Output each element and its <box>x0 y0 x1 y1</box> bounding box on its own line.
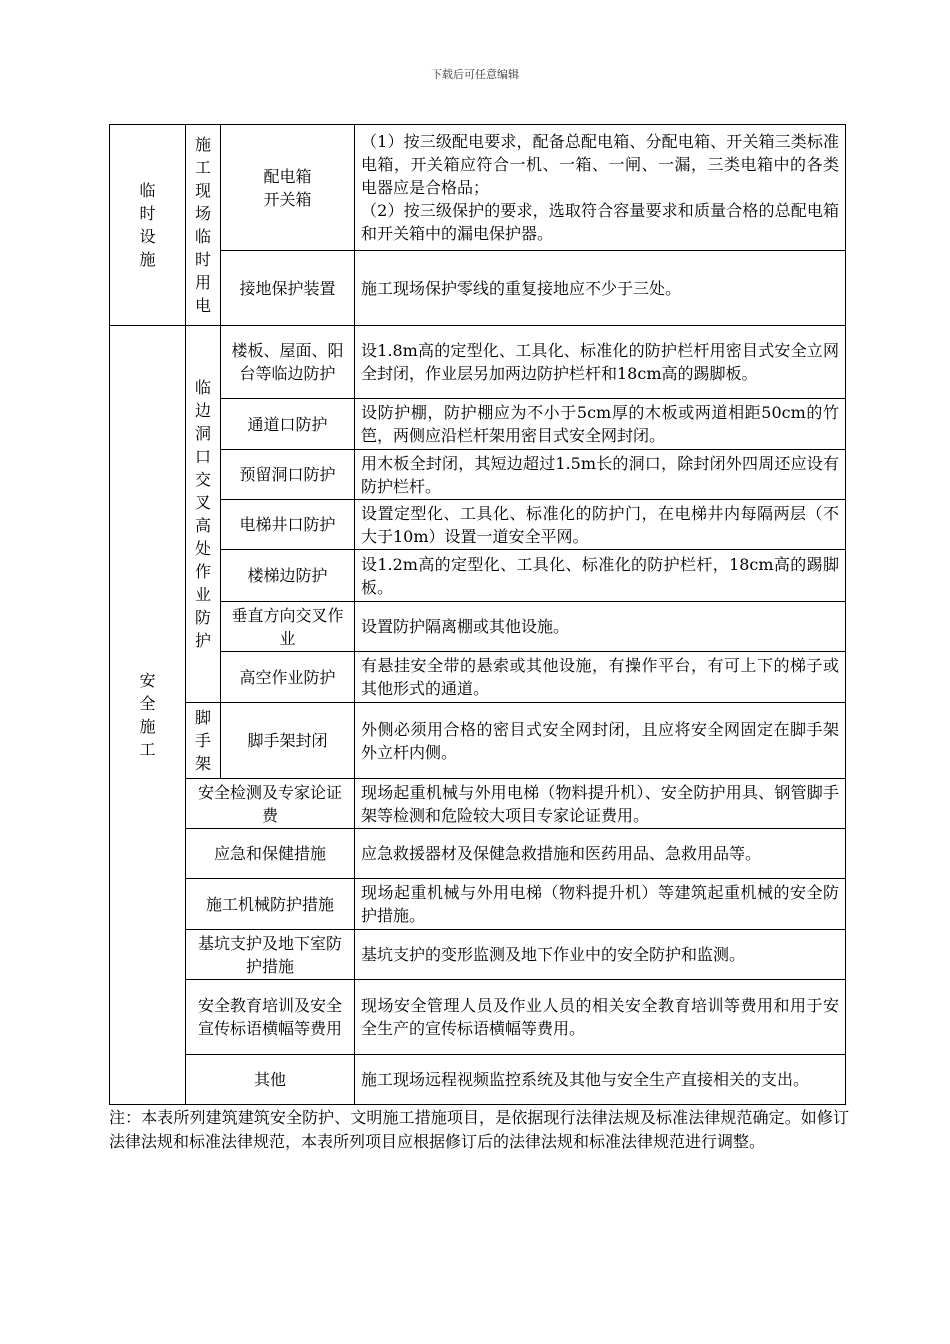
item-scaffold-closure: 脚手架封闭 <box>221 703 355 779</box>
table-row <box>110 399 846 450</box>
table-row <box>110 500 846 550</box>
content-high-altitude: 有悬挂安全带的悬索或其他设施，有操作平台，有可上下的梯子或其他形式的通道。 <box>355 652 846 703</box>
subcategory-edge-protection: 临边洞口交叉高处作业防护 <box>186 326 221 703</box>
table-row <box>110 550 846 602</box>
table-row <box>110 450 846 500</box>
item-vertical-cross-work: 垂直方向交叉作业 <box>221 602 355 652</box>
content-safety-education: 现场安全管理人员及作业人员的相关安全教育培训等费用和用于安全生产的宣传标语横幅等费用。 <box>355 980 846 1055</box>
item-grounding: 接地保护装置 <box>221 251 355 326</box>
item-machinery-protection: 施工机械防护措施 <box>186 879 355 930</box>
table-row <box>110 125 846 251</box>
table-row <box>110 326 846 399</box>
table-row <box>110 980 846 1055</box>
page-header-note: 下载后可任意编辑 <box>431 68 519 81</box>
table-row <box>110 1055 846 1105</box>
subcategory-scaffold: 脚手架 <box>186 703 221 779</box>
table-row <box>110 930 846 980</box>
content-passage-protection: 设防护棚，防护棚应为不小于5cm厚的木板或两道相距50cm的竹笆，两侧应沿栏杆架用密目式安全网封闭。 <box>355 399 846 450</box>
content-opening-protection: 用木板全封闭，其短边超过1.5m长的洞口，除封闭外四周还应设有防护栏杆。 <box>355 450 846 500</box>
item-passage-protection: 通道口防护 <box>221 399 355 450</box>
table-row <box>110 779 846 829</box>
content-grounding: 施工现场保护零线的重复接地应不少于三处。 <box>355 251 846 326</box>
item-safety-education: 安全教育培训及安全宣传标语横幅等费用 <box>186 980 355 1055</box>
content-vertical-cross-work: 设置防护隔离棚或其他设施。 <box>355 602 846 652</box>
table-row <box>110 879 846 930</box>
item-emergency: 应急和保健措施 <box>186 829 355 879</box>
item-high-altitude: 高空作业防护 <box>221 652 355 703</box>
content-machinery-protection: 现场起重机械与外用电梯（物料提升机）等建筑起重机械的安全防护措施。 <box>355 879 846 930</box>
table-row <box>110 251 846 326</box>
content-foundation-pit: 基坑支护的变形监测及地下作业中的安全防护和监测。 <box>355 930 846 980</box>
content-scaffold-closure: 外侧必须用合格的密目式安全网封闭，且应将安全网固定在脚手架外立杆内侧。 <box>355 703 846 779</box>
subcategory-temp-power: 施工现场临时用电 <box>186 125 221 326</box>
item-stair-protection: 楼梯边防护 <box>221 550 355 602</box>
content-distribution-box: （1）按三级配电要求，配备总配电箱、分配电箱、开关箱三类标准电箱，开关箱应符合一机、一箱、一闸、一漏，三类电箱中的各类电器应是合格品； （2）按三级保护的要求，选取符合容量要求和质量合格的总配电箱和开关箱中的漏电保护器。 <box>355 125 846 251</box>
item-elevator-shaft: 电梯井口防护 <box>221 500 355 550</box>
content-other: 施工现场远程视频监控系统及其他与安全生产直接相关的支出。 <box>355 1055 846 1105</box>
table-row <box>110 652 846 703</box>
safety-measures-table <box>109 124 846 1105</box>
content-edge-protection: 设1.8m高的定型化、工具化、标准化的防护栏杆用密目式安全立网全封闭，作业层另加两边防护栏杆和18cm高的踢脚板。 <box>355 326 846 399</box>
content-safety-inspection: 现场起重机械与外用电梯（物料提升机）、安全防护用具、钢管脚手架等检测和危险较大项目专家论证费用。 <box>355 779 846 829</box>
content-emergency: 应急救援器材及保健急救措施和医药用品、急救用品等。 <box>355 829 846 879</box>
table-row <box>110 829 846 879</box>
table-row <box>110 602 846 652</box>
item-opening-protection: 预留洞口防护 <box>221 450 355 500</box>
item-foundation-pit: 基坑支护及地下室防护措施 <box>186 930 355 980</box>
item-other: 其他 <box>186 1055 355 1105</box>
content-elevator-shaft: 设置定型化、工具化、标准化的防护门，在电梯井内每隔两层（不大于10m）设置一道安全平网。 <box>355 500 846 550</box>
item-edge-protection: 楼板、屋面、阳台等临边防护 <box>221 326 355 399</box>
content-stair-protection: 设1.2m高的定型化、工具化、标准化的防护栏杆，18cm高的踢脚板。 <box>355 550 846 602</box>
table-footnote: 注：本表所列建筑建筑安全防护、文明施工措施项目，是依据现行法律法规及标准法律规范确定。如修订法律法规和标准法律规范，本表所列项目应根据修订后的法律法规和标准法律规范进行调整。 <box>109 1108 849 1151</box>
item-safety-inspection: 安全检测及专家论证费 <box>186 779 355 829</box>
table-row <box>110 703 846 779</box>
item-distribution-box: 配电箱 开关箱 <box>221 125 355 251</box>
category-temp-facilities: 临时设施 <box>110 125 186 326</box>
category-safety-construction: 安全施工 <box>110 326 186 1105</box>
